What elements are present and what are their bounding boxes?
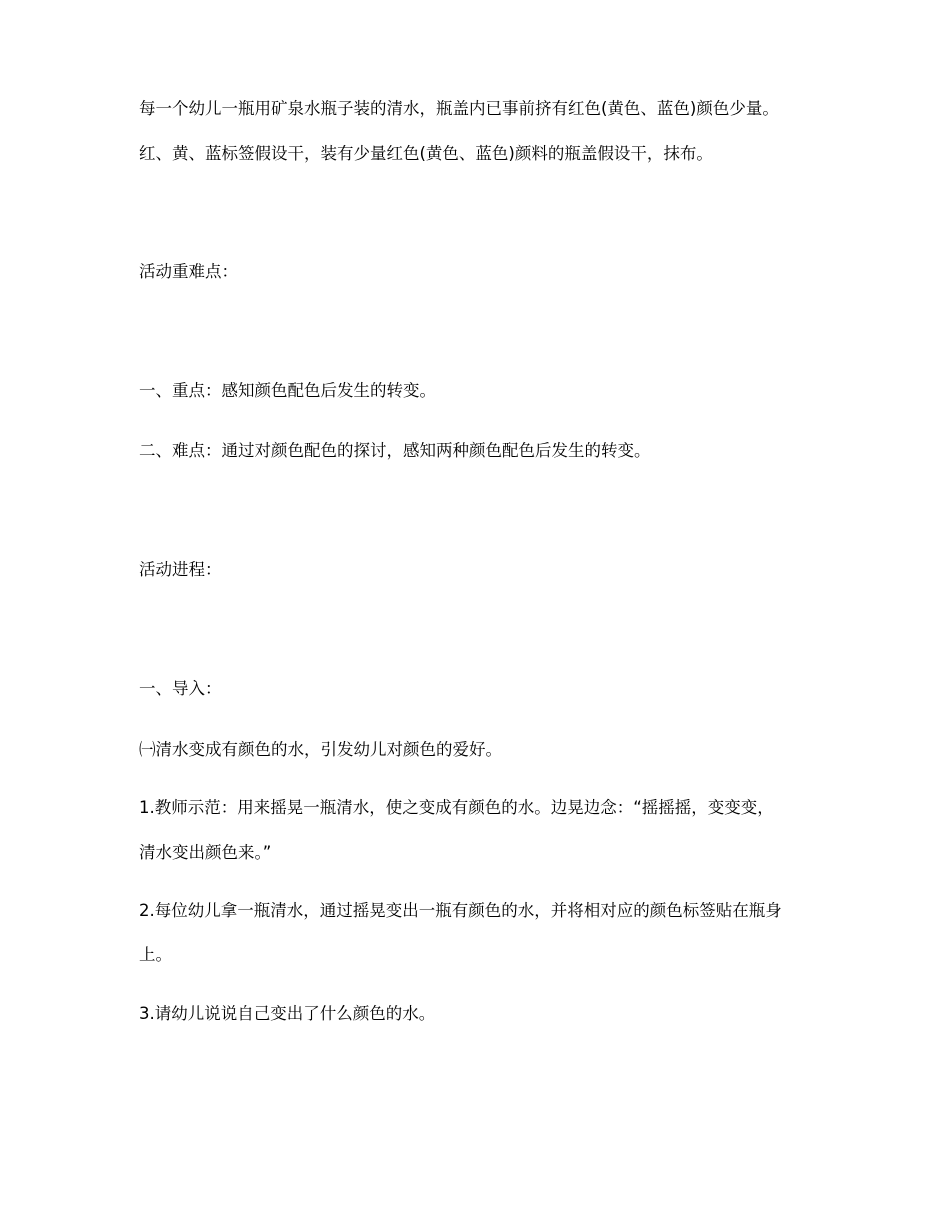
step-2-line-1: 2.每位幼儿拿一瓶清水，通过摇晃变出一瓶有颜色的水，并将相对应的颜色标签贴在瓶身 <box>139 901 782 920</box>
process-section-1: 一、导入： <box>139 679 222 698</box>
step-3-line: 3.请幼儿说说自己变出了什么颜色的水。 <box>139 1004 436 1023</box>
heading-key-points: 活动重难点： <box>139 262 238 281</box>
step-1-line-2: 清水变出颜色来。” <box>139 843 272 862</box>
materials-line-1: 每一个幼儿一瓶用矿泉水瓶子装的清水，瓶盖内已事前挤有红色(黄色、蓝色)颜色少量。 <box>139 99 779 118</box>
materials-line-2: 红、黄、蓝标签假设干，装有少量红色(黄色、蓝色)颜料的瓶盖假设干，抹布。 <box>139 144 713 163</box>
step-1-line-1: 1.教师示范：用来摇晃一瓶清水，使之变成有颜色的水。边晃边念：“摇摇摇，变变变， <box>139 798 774 817</box>
key-point-2: 二、难点：通过对颜色配色的探讨，感知两种颜色配色后发生的转变。 <box>139 441 651 460</box>
heading-process: 活动进程： <box>139 560 222 579</box>
key-point-1: 一、重点：感知颜色配色后发生的转变。 <box>139 381 436 400</box>
process-subsection-1: ㈠清水变成有颜色的水，引发幼儿对颜色的爱好。 <box>139 740 502 759</box>
step-2-line-2: 上。 <box>139 945 172 964</box>
